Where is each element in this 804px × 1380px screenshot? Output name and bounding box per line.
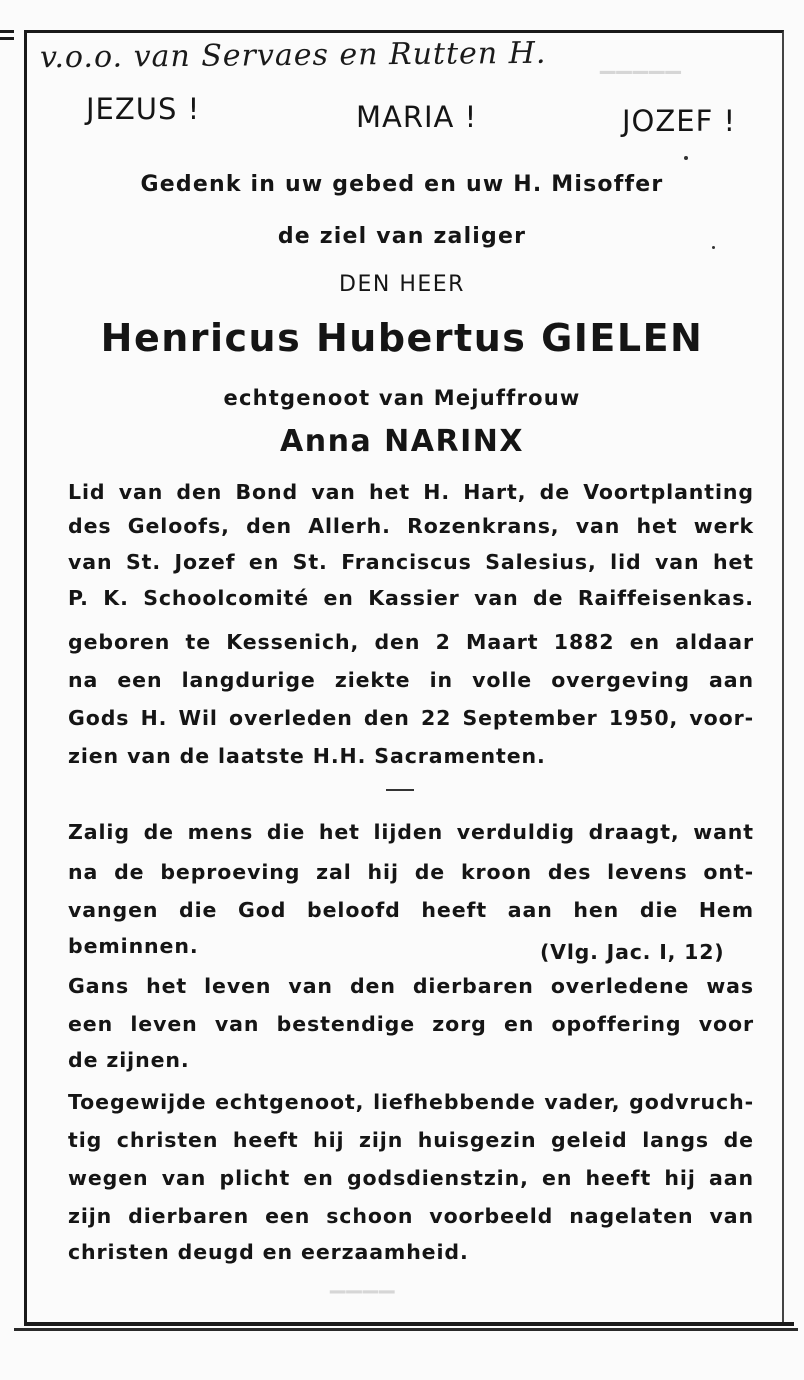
biography-line: na een langdurige ziekte in volle overgeving aan <box>68 668 754 692</box>
paragraph-line: zijn dierbaren een schoon voorbeeld nagelaten van <box>68 1204 754 1228</box>
card-bottom-border <box>14 1328 798 1331</box>
header-jozef: JOZEF ! <box>622 104 737 138</box>
intro-line-1: Gedenk in uw gebed en uw H. Misoffer <box>140 172 664 197</box>
biography-line: Gods H. Wil overleden den 22 September 1950, voor- <box>68 706 754 730</box>
quote-line: vangen die God beloofd heeft aan hen die Hem <box>68 898 754 922</box>
card-bottom-border <box>24 1322 794 1326</box>
scan-edge-mark <box>0 30 14 33</box>
paragraph-line: tig christen heeft hij zijn huisgezin geleid langs de <box>68 1128 754 1152</box>
intro-line-2: de ziel van zaliger <box>277 224 527 249</box>
deceased-name: Henricus Hubertus GIELEN <box>100 316 704 360</box>
spouse-intro: echtgenoot van Mejuffrouw <box>223 386 581 410</box>
paragraph-line: de zijnen. <box>68 1048 190 1072</box>
quote-line: na de beproeving zal hij de kroon des levens ont- <box>68 860 754 884</box>
paragraph-line: wegen van plicht en godsdienstzin, en heeft hij aan <box>68 1166 754 1190</box>
biography-line: zien van de laatste H.H. Sacramenten. <box>68 744 546 768</box>
header-maria: MARIA ! <box>356 100 478 134</box>
section-divider <box>386 789 414 791</box>
scan-edge-mark <box>0 37 14 40</box>
bleed-through-mark: ▔▔▔▔ <box>330 1290 396 1314</box>
handwritten-note: v.o.o. van Servaes en Rutten H. <box>39 35 547 76</box>
quote-reference: (Vlg. Jac. I, 12) <box>540 940 725 964</box>
paragraph-line: christen deugd en eerzaamheid. <box>68 1240 469 1264</box>
spouse-name: Anna NARINX <box>280 424 524 459</box>
speck <box>684 156 688 160</box>
biography-line: geboren te Kessenich, den 2 Maart 1882 en aldaar <box>68 630 754 654</box>
memberships-line: P. K. Schoolcomité en Kassier van de Raiffeisenkas. <box>68 586 754 610</box>
quote-line: beminnen. <box>68 934 199 958</box>
intro-title: DEN HEER <box>339 272 465 297</box>
quote-line: Zalig de mens die het lijden verduldig draagt, want <box>68 820 754 844</box>
paragraph-line: een leven van bestendige zorg en opoffering voor <box>68 1012 754 1036</box>
header-jezus: JEZUS ! <box>86 92 201 126</box>
memberships-line: des Geloofs, den Allerh. Rozenkrans, van het werk <box>68 514 754 538</box>
memberships-line: Lid van den Bond van het H. Hart, de Voortplanting <box>68 480 754 504</box>
memberships-line: van St. Jozef en St. Franciscus Salesius, lid van het <box>68 550 754 574</box>
paragraph-line: Toegewijde echtgenoot, liefhebbende vader, godvruch- <box>68 1090 754 1114</box>
bleed-through-mark: ▁▁▁▁▁ <box>600 50 682 74</box>
paragraph-line: Gans het leven van den dierbaren overledene was <box>68 974 754 998</box>
